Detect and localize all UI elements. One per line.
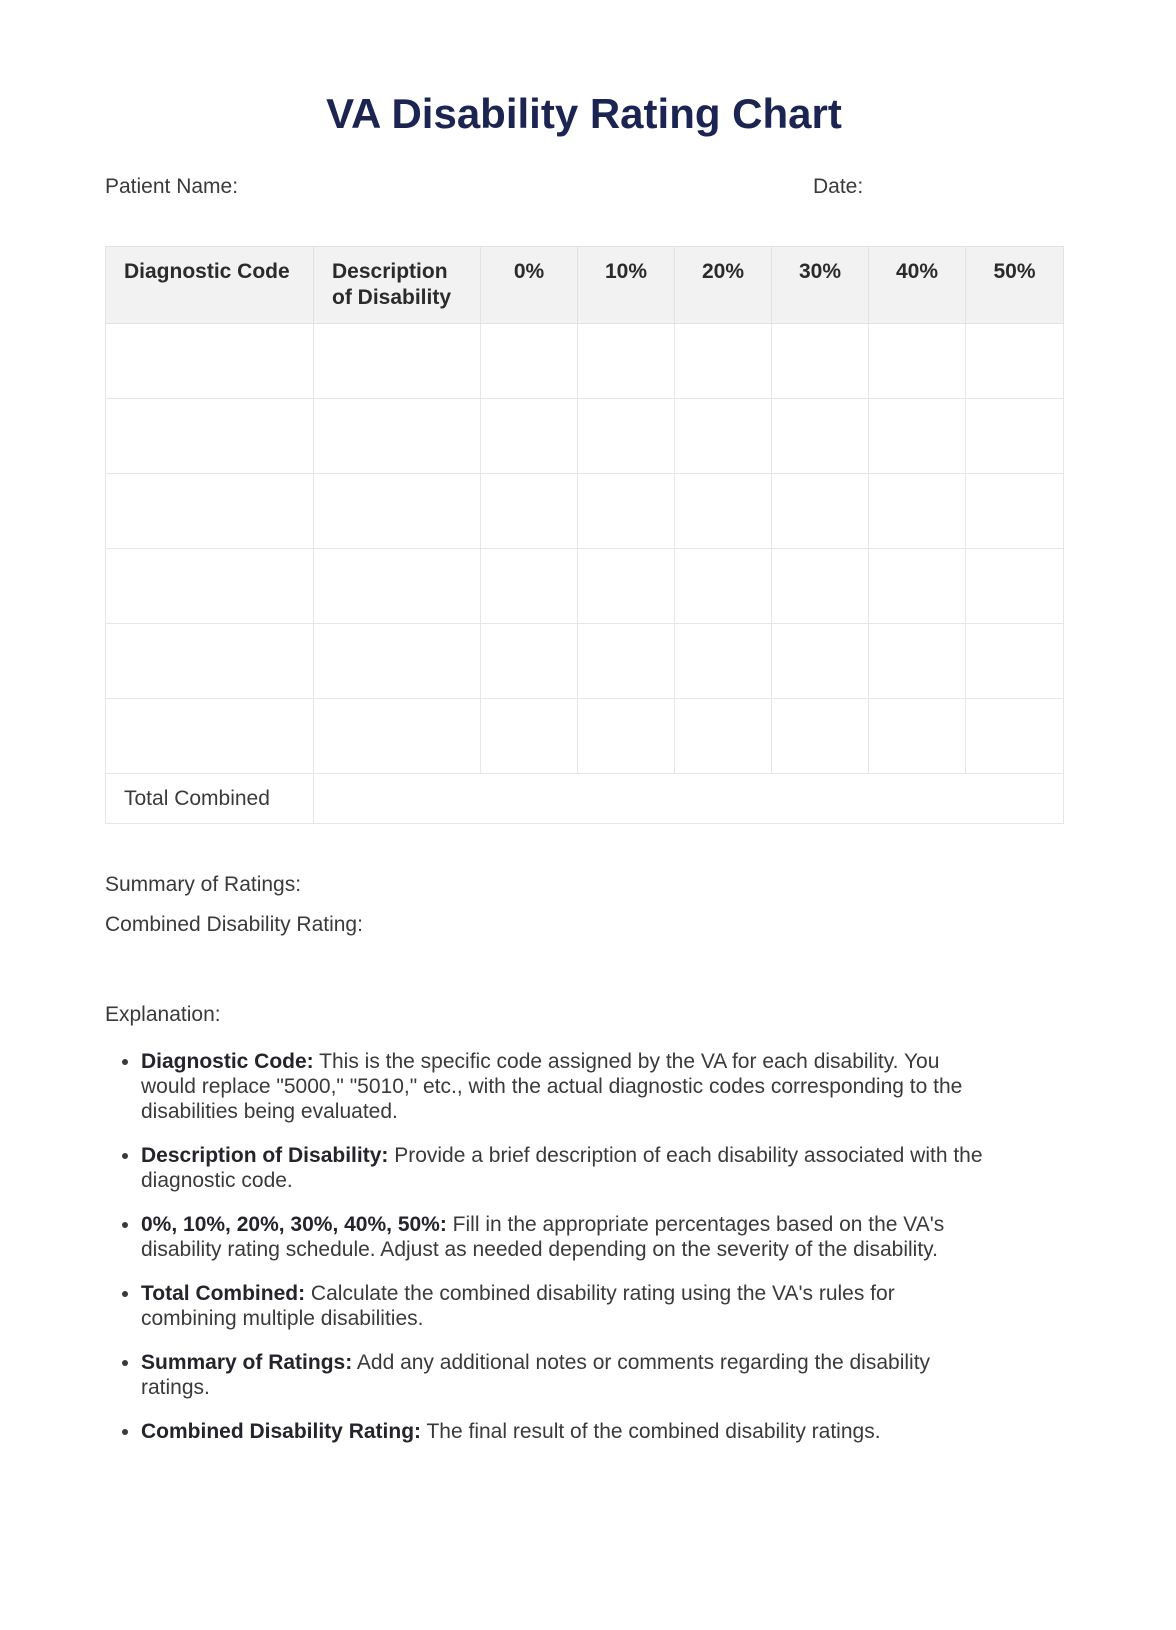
list-item-term: Combined Disability Rating: bbox=[141, 1420, 422, 1443]
cell-20pct[interactable] bbox=[675, 624, 772, 699]
page-title: VA Disability Rating Chart bbox=[326, 90, 842, 137]
cell-10pct[interactable] bbox=[578, 549, 675, 624]
header-description: Description of Disability bbox=[314, 247, 481, 324]
date-label: Date: bbox=[813, 175, 864, 198]
list-item bbox=[141, 1281, 991, 1331]
list-item-term: 0%, 10%, 20%, 30%, 40%, 50%: bbox=[141, 1213, 447, 1236]
list-item-term: Diagnostic Code: bbox=[141, 1050, 314, 1073]
list-item-term: Summary of Ratings: bbox=[141, 1351, 353, 1374]
cell-40pct[interactable] bbox=[869, 624, 966, 699]
cell-diagnostic-code[interactable] bbox=[106, 474, 314, 549]
cell-40pct[interactable] bbox=[869, 699, 966, 774]
list-item-text: Provide a brief description of each disability associated with the diagnostic code. bbox=[141, 1144, 983, 1192]
cell-20pct[interactable] bbox=[675, 474, 772, 549]
cell-20pct[interactable] bbox=[675, 399, 772, 474]
cell-description[interactable] bbox=[314, 549, 481, 624]
cell-diagnostic-code[interactable] bbox=[106, 624, 314, 699]
header-30pct: 30% bbox=[772, 247, 869, 324]
document-content bbox=[105, 90, 1063, 1444]
cell-50pct[interactable] bbox=[966, 549, 1064, 624]
table-row bbox=[106, 399, 1064, 474]
cell-0pct[interactable] bbox=[481, 474, 578, 549]
cell-0pct[interactable] bbox=[481, 699, 578, 774]
table-row bbox=[106, 549, 1064, 624]
cell-diagnostic-code[interactable] bbox=[106, 399, 314, 474]
table-row bbox=[106, 474, 1064, 549]
table-row bbox=[106, 624, 1064, 699]
patient-name-label: Patient Name: bbox=[105, 175, 239, 198]
cell-30pct[interactable] bbox=[772, 324, 869, 399]
total-combined-row bbox=[106, 774, 1064, 824]
list-item-text: Add any additional notes or comments regarding the disability ratings. bbox=[141, 1351, 931, 1399]
cell-50pct[interactable] bbox=[966, 699, 1064, 774]
cell-10pct[interactable] bbox=[578, 474, 675, 549]
list-item-text: This is the specific code assigned by the VA for each disability. You would replace "5000," "5010," etc., with the actual diagnostic codes corresponding to the disabilities being evaluated. bbox=[141, 1050, 963, 1123]
cell-30pct[interactable] bbox=[772, 549, 869, 624]
cell-50pct[interactable] bbox=[966, 324, 1064, 399]
cell-0pct[interactable] bbox=[481, 549, 578, 624]
list-item-text: The final result of the combined disability ratings. bbox=[421, 1420, 881, 1443]
cell-description[interactable] bbox=[314, 474, 481, 549]
cell-10pct[interactable] bbox=[578, 624, 675, 699]
cell-10pct[interactable] bbox=[578, 324, 675, 399]
cell-10pct[interactable] bbox=[578, 399, 675, 474]
cell-20pct[interactable] bbox=[675, 699, 772, 774]
cell-20pct[interactable] bbox=[675, 549, 772, 624]
explanation-heading: Explanation: bbox=[105, 1003, 221, 1026]
total-combined-value-cell[interactable] bbox=[314, 774, 1064, 824]
cell-40pct[interactable] bbox=[869, 549, 966, 624]
cell-50pct[interactable] bbox=[966, 474, 1064, 549]
cell-30pct[interactable] bbox=[772, 624, 869, 699]
cell-10pct[interactable] bbox=[578, 699, 675, 774]
header-0pct: 0% bbox=[481, 247, 578, 324]
header-diagnostic-code: Diagnostic Code bbox=[106, 247, 314, 324]
header-20pct: 20% bbox=[675, 247, 772, 324]
header-50pct: 50% bbox=[966, 247, 1064, 324]
table-row bbox=[106, 699, 1064, 774]
cell-0pct[interactable] bbox=[481, 324, 578, 399]
cell-40pct[interactable] bbox=[869, 399, 966, 474]
explanation-list bbox=[105, 1049, 991, 1444]
table-header-row bbox=[106, 247, 1064, 324]
list-item bbox=[141, 1049, 991, 1124]
cell-20pct[interactable] bbox=[675, 324, 772, 399]
summary-of-ratings-label: Summary of Ratings: bbox=[105, 873, 302, 896]
cell-diagnostic-code[interactable] bbox=[106, 549, 314, 624]
cell-40pct[interactable] bbox=[869, 324, 966, 399]
cell-40pct[interactable] bbox=[869, 474, 966, 549]
cell-diagnostic-code[interactable] bbox=[106, 699, 314, 774]
cell-0pct[interactable] bbox=[481, 399, 578, 474]
cell-description[interactable] bbox=[314, 624, 481, 699]
cell-30pct[interactable] bbox=[772, 699, 869, 774]
cell-50pct[interactable] bbox=[966, 399, 1064, 474]
list-item-term: Description of Disability: bbox=[141, 1144, 389, 1167]
list-item bbox=[141, 1143, 991, 1193]
list-item-text: Fill in the appropriate percentages based on the VA's disability rating schedule. Adjust as needed depending on the severity of the disability. bbox=[141, 1213, 945, 1261]
table-row bbox=[106, 324, 1064, 399]
patient-date-row bbox=[105, 174, 1063, 200]
list-item bbox=[141, 1350, 991, 1400]
disability-rating-table bbox=[105, 246, 1064, 824]
cell-30pct[interactable] bbox=[772, 474, 869, 549]
cell-description[interactable] bbox=[314, 699, 481, 774]
list-item bbox=[141, 1212, 991, 1262]
header-10pct: 10% bbox=[578, 247, 675, 324]
combined-disability-rating-label: Combined Disability Rating: bbox=[105, 913, 363, 936]
cell-diagnostic-code[interactable] bbox=[106, 324, 314, 399]
list-item-text: Calculate the combined disability rating using the VA's rules for combining multiple disabilities. bbox=[141, 1282, 895, 1330]
total-combined-label: Total Combined bbox=[106, 774, 314, 824]
cell-description[interactable] bbox=[314, 399, 481, 474]
list-item bbox=[141, 1419, 991, 1444]
cell-description[interactable] bbox=[314, 324, 481, 399]
cell-0pct[interactable] bbox=[481, 624, 578, 699]
header-40pct: 40% bbox=[869, 247, 966, 324]
list-item-term: Total Combined: bbox=[141, 1282, 306, 1305]
cell-50pct[interactable] bbox=[966, 624, 1064, 699]
cell-30pct[interactable] bbox=[772, 399, 869, 474]
